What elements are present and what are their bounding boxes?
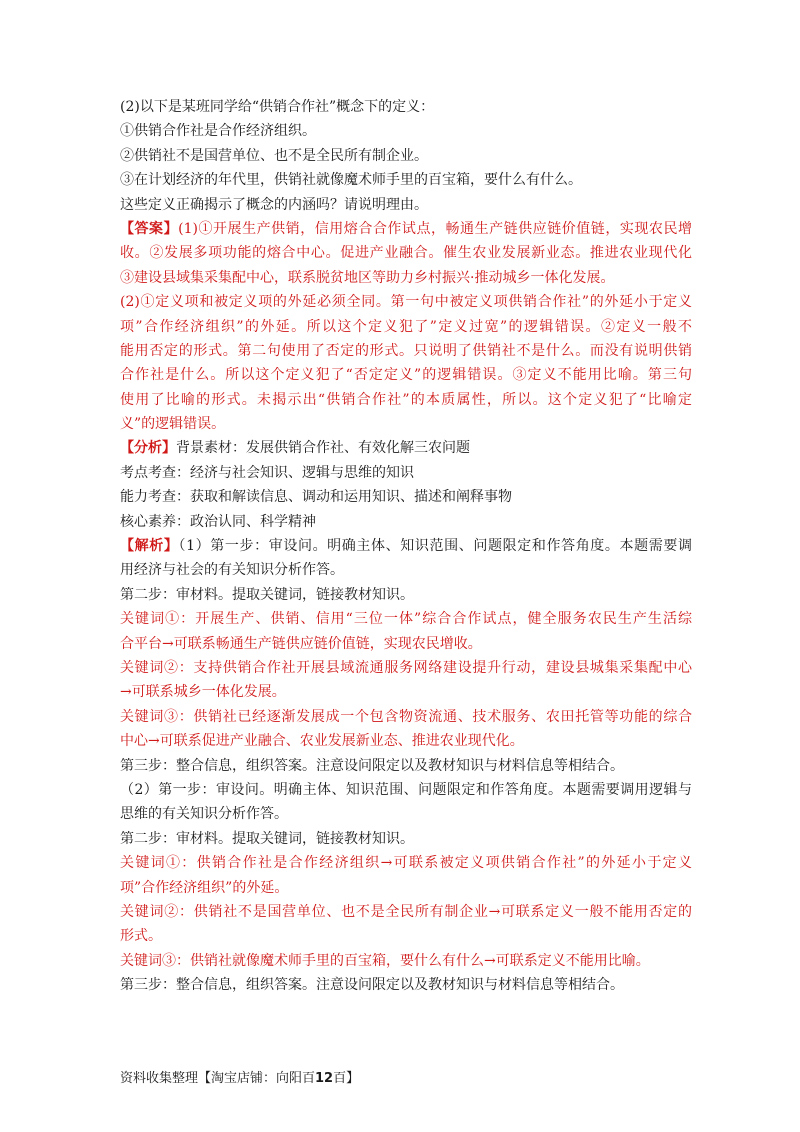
answer-p1-line: 【答案】(1)①开展生产供销，信用熔合合作试点，畅通生产链供应链价值链，实现农民增	[120, 220, 692, 237]
analysis-suyang: 核心素养：政治认同、科学精神	[120, 513, 316, 530]
explanation-line: 用经济与社会的有关知识分析作答。	[120, 562, 344, 579]
keyword-2-line: →可联系城乡一体化发展。	[120, 684, 286, 701]
answer-p1-line: 收。②发展多项功能的熔合中心。促进产业融合。催生农业发展新业态。推进农业现代化	[120, 245, 692, 262]
keyword-2-line: 形式。	[120, 928, 162, 945]
keyword-1-line: 关键词①：开展生产、供销、信用“三位一体”综合合作试点，健全服务农民生产生活综	[120, 611, 692, 628]
answer-p2-line: 合作社是什么。所以这个定义犯了“否定定义”的逻辑错误。③定义不能用比喻。第三句	[120, 367, 692, 384]
explanation-tag: 【解析】	[120, 538, 179, 555]
page-number: 12	[315, 1071, 334, 1086]
definition-1: ①供销合作社是合作经济组织。	[120, 123, 316, 140]
keyword-2-line: 关键词②：支持供销合作社开展县域流通服务网络建设提升行动，建设县城集采集配中心	[120, 659, 692, 676]
keyword-1-line: 合平台→可联系畅通生产链供应链价值链，实现农民增收。	[120, 635, 482, 652]
question-ask: 这些定义正确揭示了概念的内涵吗？请说明理由。	[120, 196, 428, 213]
keyword-1-line: 项”合作经济组织”的外延。	[120, 879, 289, 896]
analysis-tag: 【分析】	[120, 440, 176, 457]
answer-p2-line: 使用了比喻的形式。未揭示出“供销合作社”的本质属性，所以。这个定义犯了“比喻定	[120, 391, 692, 408]
keyword-3-line: 关键词③：供销社已经逐渐发展成一个包含物资流通、技术服务、农田托管等功能的综合	[120, 708, 692, 725]
keyword-1-line: 关键词①：供销合作社是合作经济组织→可联系被定义项供销合作社”的外延小于定义	[120, 855, 692, 872]
analysis-kaodian: 考点考查：经济与社会知识、逻辑与思维的知识	[120, 464, 414, 481]
document-body	[120, 96, 692, 998]
footer-text: 资料收集整理【淘宝店铺：向阳百	[120, 1071, 316, 1086]
answer-p2-line: 能用否定的形式。第二句使用了否定的形式。只说明了供销社不是什么。而没有说明供销	[120, 342, 692, 359]
footer-end: 百】	[333, 1071, 360, 1086]
explanation-line: 第三步：整合信息，组织答案。注意设问限定以及教材知识与材料信息等相结合。	[120, 977, 624, 994]
analysis-nengli: 能力考查：获取和解读信息、调动和运用知识、描述和阐释事物	[120, 489, 512, 506]
explanation-line: 【解析】（1）第一步：审设问。明确主体、知识范围、问题限定和作答角度。本题需要调	[120, 538, 692, 555]
answer-p1-line: ③建设县域集采集配中心，联系脱贫地区等助力乡村振兴·推动城乡一体化发展。	[120, 269, 615, 286]
explanation-line: （2）第一步：审设问。明确主体、知识范围、问题限定和作答角度。本题需要调用逻辑与	[120, 781, 692, 798]
explanation-line: 第二步：审材料。提取关键词，链接教材知识。	[120, 830, 414, 847]
question-intro: (2)以下是某班同学给“供销合作社”概念下的定义：	[120, 99, 435, 115]
definition-2: ②供销社不是国营单位、也不是全民所有制企业。	[120, 147, 428, 164]
keyword-2-line: 关键词②：供销社不是国营单位、也不是全民所有制企业→可联系定义一般不能用否定的	[120, 903, 692, 920]
explanation-line: 第三步：整合信息，组织答案。注意设问限定以及教材知识与材料信息等相结合。	[120, 757, 624, 774]
page-footer	[120, 1070, 359, 1088]
answer-p2-line: 义”的逻辑错误。	[120, 416, 226, 433]
explanation-line: 思维的有关知识分析作答。	[120, 806, 288, 823]
definition-3: ③在计划经济的年代里，供销社就像魔术师手里的百宝箱，要什么有什么。	[120, 172, 582, 189]
explanation-line: 第二步：审材料。提取关键词，链接教材知识。	[120, 586, 414, 603]
answer-tag: 【答案】	[120, 220, 179, 237]
answer-p2-line: 项”合作经济组织”的外延。所以这个定义犯了”定义过宽”的逻辑错误。②定义一般不	[120, 318, 692, 335]
analysis-background: 【分析】背景素材：发展供销合作社、有效化解三农问题	[120, 440, 470, 457]
keyword-3-line: 关键词③：供销社就像魔术师手里的百宝箱，要什么有什么→可联系定义不能用比喻。	[120, 952, 650, 969]
keyword-3-line: 中心→可联系促进产业融合、农业发展新业态、推进农业现代化。	[120, 733, 524, 750]
answer-p2-line: (2)①定义项和被定义项的外延必须全同。第一句中被定义项供销合作社”的外延小于定义	[120, 294, 692, 311]
